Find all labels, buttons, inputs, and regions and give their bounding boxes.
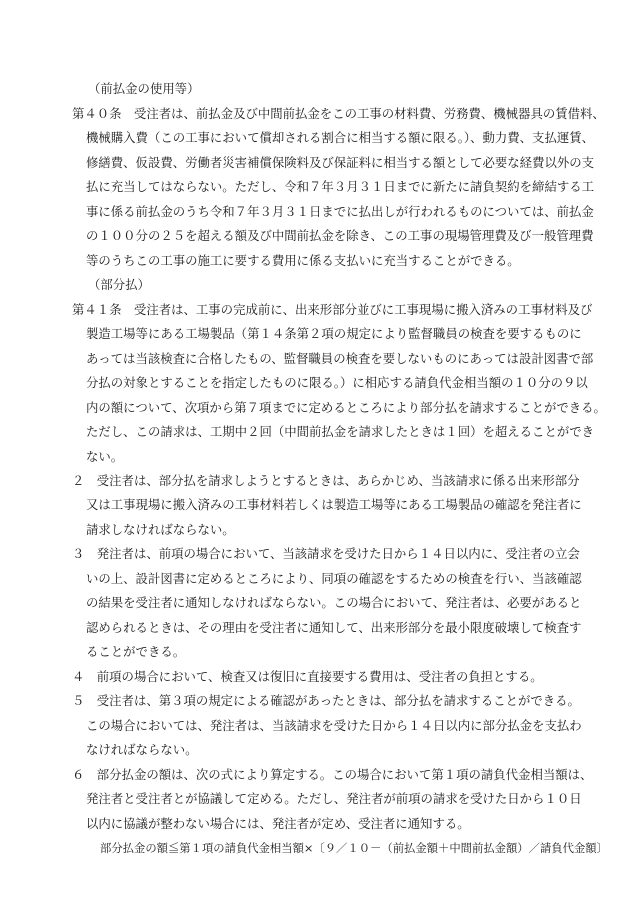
- article-40-heading: （前払金の使用等）: [88, 81, 200, 96]
- article-41-para-6-line-1: ６ 部分払金の額は、次の式により算定する。この場合において第１項の請負代金相当額は、: [72, 767, 593, 782]
- article-40-line-1: 第４０条 受注者は、前払金及び中間前払金をこの工事の材料費、労務費、機械器具の賃借料、: [72, 106, 605, 121]
- article-41-para-3-line-1: ３ 発注者は、前項の場合において、当該請求を受けた日から１４日以内に、受注者の立会: [72, 546, 580, 561]
- article-40-line-3: 修繕費、仮設費、労働者災害補償保険料及び保証料に相当する額として必要な経費以外の支: [86, 155, 595, 170]
- article-41-para-3-line-2: いの上、設計図書に定めるところにより、同項の確認をするための検査を行い、当該確認: [86, 571, 582, 586]
- article-41-para-6-line-3: 以内に協議が整わない場合には、発注者が定め、受注者に通知する。: [86, 816, 470, 831]
- article-41-para-3-line-5: ることができる。: [86, 644, 186, 659]
- article-41-line-7: ない。: [86, 449, 124, 464]
- article-41-para-5-line-3: なければならない。: [86, 742, 198, 757]
- article-41-para-6-line-2: 発注者と受注者とが協議して定める。ただし、発注者が前項の請求を受けた日から１０日: [86, 791, 582, 806]
- article-40-line-4: 払に充当してはならない。ただし、令和７年３月３１日までに新たに請負契約を締結する工: [86, 179, 595, 194]
- article-41-para-3-line-4: 認められるときは、その理由を受注者に通知して、出来形部分を最小限度破壊して検査す: [86, 620, 582, 635]
- article-40-line-2: 機械購入費（この工事において償却される割合に相当する額に限る。）、動力費、支払運賃、: [86, 130, 595, 145]
- article-41-line-1: 第４１条 受注者は、工事の完成前に、出来形部分並びに工事現場に搬入済みの工事材料及び: [72, 302, 593, 317]
- payment-formula: 部分払金の額≦第１項の請負代金相当額×〔９／１０－（前払金額＋中間前払金額）／請負代金額〕: [100, 841, 608, 855]
- article-40-line-7: 等のうちこの工事の施工に要する費用に係る支払いに充当することができる。: [86, 253, 520, 268]
- article-41-line-4: 分払の対象とすることを指定したものに限る。）に相応する請負代金相当額の１０分の９以: [86, 375, 588, 390]
- article-41-para-4-line-1: ４ 前項の場合において、検査又は復旧に直接要する費用は、受注者の負担とする。: [72, 669, 543, 684]
- article-40-line-6: の１００分の２５を超える額及び中間前払金を除き、この工事の現場管理費及び一般管理費: [86, 228, 594, 243]
- article-41-para-5-line-2: この場合においては、発注者は、当該請求を受けた日から１４日以内に部分払金を支払わ: [86, 718, 582, 733]
- article-41-para-2-line-2: 又は工事現場に搬入済みの工事材料若しくは製造工場等にある工場製品の確認を発注者に: [86, 497, 582, 512]
- article-41-para-2-line-3: 請求しなければならない。: [86, 522, 235, 537]
- article-41-line-6: ただし、この請求は、工期中２回（中間前払金を請求したときは１回）を超えることができ: [86, 424, 595, 439]
- article-41-para-2-line-1: ２ 受注者は、部分払を請求しようとするときは、あらかじめ、当該請求に係る出来形部分: [72, 473, 580, 488]
- article-40-line-5: 事に係る前払金のうち令和７年３月３１日までに払出しが行われるものについては、前払金: [86, 204, 594, 219]
- article-41-para-5-line-1: ５ 受注者は、第３項の規定による確認があったときは、部分払を請求することができる。: [72, 693, 580, 708]
- article-41-heading: （部分払）: [88, 277, 150, 292]
- article-41-line-2: 製造工場等にある工場製品（第１４条第２項の規定により監督職員の検査を要するものに: [86, 326, 582, 341]
- article-41-para-3-line-3: の結果を受注者に通知しなければならない。この場合において、発注者は、必要があると: [86, 595, 582, 610]
- article-41-line-5: 内の額について、次項から第７項までに定めるところにより部分払を請求することができる。: [86, 400, 606, 415]
- article-41-line-3: あっては当該検査に合格したもの、監督職員の検査を要しないものにあっては設計図書で部: [86, 351, 594, 366]
